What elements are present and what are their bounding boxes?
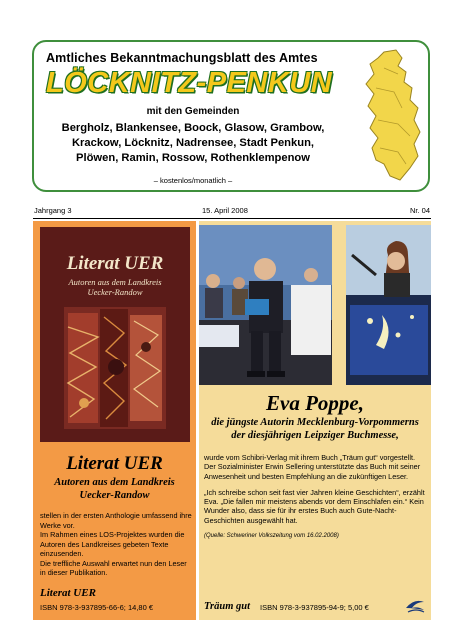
issue-year: Jahrgang 3 (34, 206, 72, 215)
cover-subtitle-line: Uecker-Randow (87, 287, 143, 297)
article-source: (Quelle: Schweriner Volkszeitung vom 16.02.2008) (204, 533, 339, 540)
cover-subtitle (40, 277, 190, 297)
issue-line (34, 206, 430, 216)
author-subtitle (199, 417, 431, 442)
issue-date: 15. April 2008 (202, 206, 248, 215)
masthead-subtitle: mit den Gemeinden (146, 106, 240, 117)
advert-paragraph: Die treffliche Auswahl erwartet nun den Leser in dieser Publikation. (40, 558, 187, 577)
book-cover (40, 227, 190, 442)
advert-subtitle (33, 477, 196, 502)
literat-uer-advert (33, 221, 196, 620)
isbn-right: ISBN 978-3-937895-94-9; 5,00 € (260, 603, 369, 612)
cover-artwork (64, 307, 166, 429)
masthead-towns (34, 121, 352, 166)
author-subtitle-line: die jüngste Autorin Mecklenburg-Vorpommerns (211, 417, 419, 428)
article-paragraph: „Ich schreibe schon seit fast vier Jahren kleine Geschichten“, erzählt Eva. „Die fallen mir meistens abends vor dem Einschlafen ein.“ Kein Wunder also, dass sie für ihr erstes Buch auch Gute-Nacht-Geschichten ausgewählt hat. (204, 487, 425, 525)
minister-reading-photo (199, 225, 332, 385)
towns-line: Bergholz, Blankensee, Boock, Glasow, Grambow, (61, 122, 325, 134)
advert-body (40, 511, 192, 578)
literat-uer-small-logo: Literat UER (40, 587, 96, 599)
traeum-gut-logo: Träum gut (204, 601, 250, 612)
article-body (204, 453, 428, 548)
advert-paragraph: stellen in der ersten Anthologie umfassend ihre Werke vor. (40, 511, 192, 530)
advert-subtitle-line: Autoren aus dem Landkreis (54, 477, 175, 488)
literat-uer-logo: Literat UER (66, 453, 163, 474)
masthead (32, 40, 430, 192)
advert-paragraph: Im Rahmen eines LOS-Projektes wurden die Autoren des Landkreises gebeten Texte einzusenden. (40, 530, 185, 558)
author-subtitle-line: der diesjährigen Leipziger Buchmesse, (231, 429, 399, 441)
region-map-icon (354, 48, 424, 186)
issue-number: Nr. 04 (409, 206, 430, 215)
cover-title: Literat UER (66, 253, 164, 274)
author-podium-photo (346, 225, 431, 385)
towns-line: Krackow, Löcknitz, Nadrensee, Stadt Penkun, (71, 137, 315, 149)
eva-poppe-advert (199, 221, 431, 620)
book-footer (204, 601, 428, 615)
article-paragraph: wurde vom Schibri-Verlag mit ihrem Buch „Träum gut“ vorgestellt. Der Sozialminister Erwin Sellering unterstützte das Buch mit seiner Anwesenheit und besten Empfehlung an die zukünftigen Leser. (204, 453, 421, 481)
towns-line: Plöwen, Ramin, Rossow, Rothenklempenow (76, 152, 310, 164)
author-name: Eva Poppe, (266, 391, 364, 415)
newspaper-title: LÖCKNITZ-PENKUN (46, 67, 333, 99)
cover-subtitle-line: Autoren aus dem Landkreis (68, 277, 162, 287)
isbn-left: ISBN 978-3-937895-66-6; 14,80 € (40, 603, 153, 612)
advert-subtitle-line: Uecker-Randow (79, 489, 150, 501)
free-note: – kostenlos/monatlich – (153, 176, 233, 185)
header-divider (33, 218, 431, 219)
publisher-logo-icon (404, 596, 426, 616)
masthead-line1: Amtliches Bekanntmachungsblatt des Amtes (46, 51, 318, 65)
